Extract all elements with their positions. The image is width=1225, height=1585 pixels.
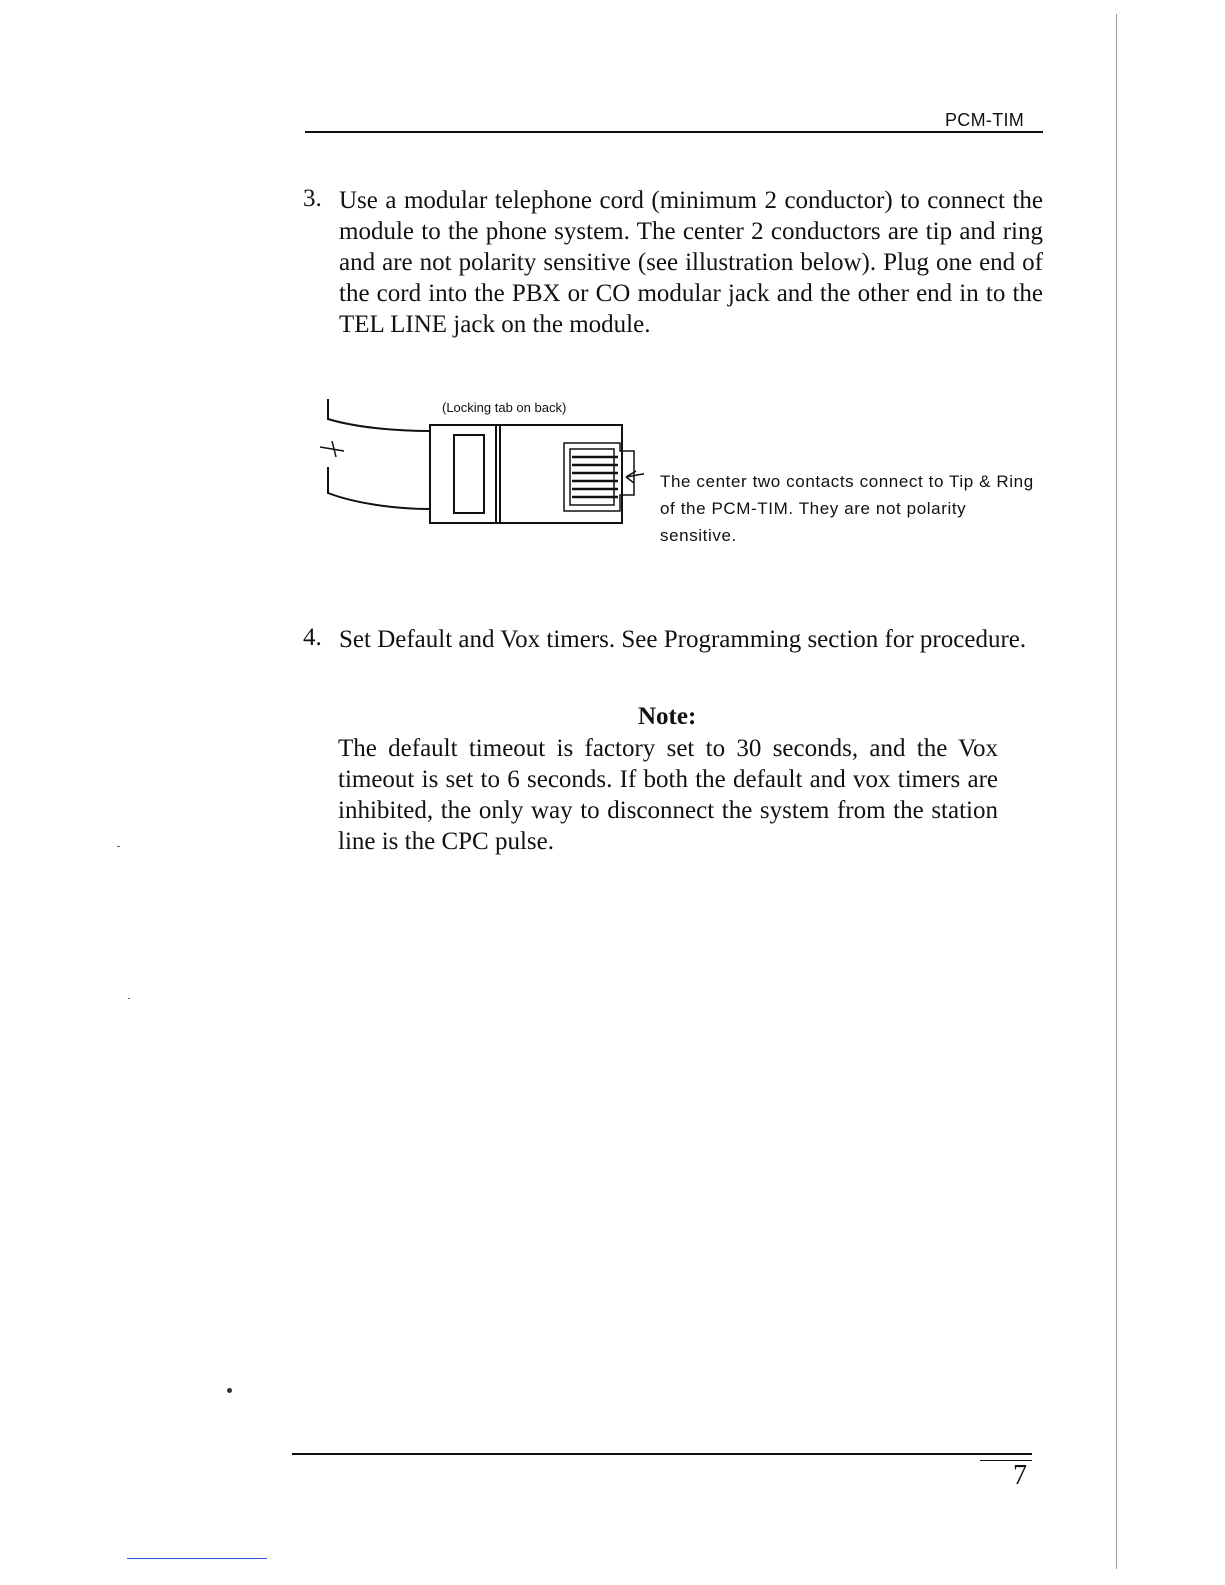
step-3 [303, 185, 1043, 345]
page-number: 7 [1013, 1460, 1027, 1491]
cord-break-mark [320, 441, 344, 457]
scan-speck [117, 846, 120, 847]
scan-artifact-line [127, 1558, 267, 1559]
cord-outline-bottom [328, 467, 430, 509]
scan-speck [227, 1388, 232, 1393]
contact-housing [564, 443, 634, 511]
modular-plug-illustration [314, 395, 644, 565]
step-number: 3. [303, 185, 322, 212]
step-text: Use a modular telephone cord (minimum 2 conductor) to connect the module to the phone system. The center 2 conductors are tip and ring and are not polarity sensitive (see illustration below). Plug one end of the cord into the PBX or CO modular jack and the other end in to the TEL LINE jack on the module. [339, 187, 1043, 338]
step-4 [303, 624, 1043, 684]
locking-tab [454, 435, 484, 513]
note-body: The default timeout is factory set to 30 seconds, and the Vox timeout is set to 6 seconds. If both the default and vox timers are inhibited, the only way to disconnect the system from the station line is the CPC pulse. [338, 735, 998, 855]
footer-rule [292, 1453, 1032, 1455]
step-text: Set Default and Vox timers. See Programming section for procedure. [339, 626, 1027, 653]
contacts-callout: The center two contacts connect to Tip & Ring of the PCM-TIM. They are not polarity sensitive. [660, 472, 1034, 545]
step-number: 4. [303, 624, 322, 651]
locking-tab-label: (Locking tab on back) [442, 400, 567, 415]
scan-speck [128, 998, 130, 999]
scan-edge-line [1116, 14, 1117, 1569]
header-rule [305, 131, 1043, 133]
note-title: Note: [638, 703, 697, 730]
callout-arrow [626, 471, 644, 483]
cord-outline-top [328, 399, 430, 431]
running-header-title: PCM-TIM [945, 110, 1025, 130]
